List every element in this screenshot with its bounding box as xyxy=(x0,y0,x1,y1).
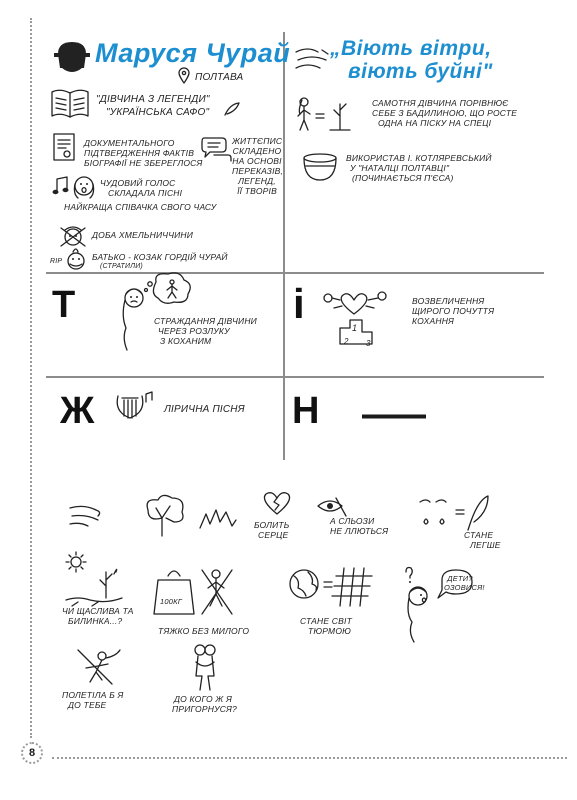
children-bubble-line-1: ДЕТИ? xyxy=(447,574,473,583)
right-title-line-2: віють буйні" xyxy=(348,60,493,83)
tree-leaf-icon xyxy=(142,494,190,540)
i-line-3: КОХАННЯ xyxy=(412,316,455,326)
podium-place-1: 1 xyxy=(352,323,358,333)
woman-silhouette-icon xyxy=(52,40,92,76)
father-line-2: (СТРАТИЛИ) xyxy=(100,263,143,270)
feather-pen-icon xyxy=(224,102,240,116)
lyre-icon xyxy=(112,390,156,424)
n-dash: — xyxy=(362,392,426,436)
legend-line-2: "УКРАЇНСЬКА САФО" xyxy=(106,107,210,118)
left-title: Маруся Чурай xyxy=(95,38,291,68)
hug-line-1: ДО КОГО Ж Я xyxy=(174,694,232,704)
singer-face-icon xyxy=(70,174,98,200)
document-icon xyxy=(52,132,78,164)
rip-label: RIP xyxy=(50,258,63,265)
zh-text: ЛІРИЧНА ПІСНЯ xyxy=(164,404,245,415)
t-line-2: ЧЕРЕЗ РОЗЛУКУ xyxy=(158,326,230,336)
happy-line-1: ЧИ ЩАСЛИВА ТА xyxy=(62,606,134,616)
world-line-1: СТАНЕ СВІТ xyxy=(300,616,352,626)
open-book-icon xyxy=(50,88,90,120)
wind-icon xyxy=(294,44,334,78)
podium-place-3: 3 xyxy=(366,339,371,348)
grid-horizontal-line-1 xyxy=(46,272,544,274)
location-pin-icon xyxy=(178,68,190,84)
globe-equals-bars-icon xyxy=(288,566,374,610)
bio-line-1: ЖИТТЄПИС xyxy=(232,136,283,146)
world-line-2: ТЮРМОЮ xyxy=(308,626,352,636)
kotl-line-2: У "НАТАЛЦІ ПОЛТАВЦІ" xyxy=(350,163,450,173)
wind-gust-icon xyxy=(68,500,108,528)
right-title-line-1: „Віють вітри, xyxy=(330,37,492,60)
broken-heart-icon xyxy=(262,490,292,516)
cooking-pot-icon xyxy=(302,150,338,184)
children-bubble-line-2: ОЗОВИСЯ! xyxy=(444,583,485,592)
voice-line-1: ЧУДОВИЙ ГОЛОС xyxy=(100,178,176,188)
weight-and-crossed-figure-icon xyxy=(154,566,244,622)
letter-i: і xyxy=(293,280,305,327)
grid-vertical-line xyxy=(283,32,285,460)
t-line-1: СТРАЖДАННЯ ДІВЧИНИ xyxy=(154,316,257,326)
bio-line-3: НА ОСНОВІ xyxy=(232,156,282,166)
fly-line-2: ДО ТЕБЕ xyxy=(68,700,107,710)
kotl-line-3: (ПОЧИНАЄТЬСЯ П'ЄСА) xyxy=(352,173,454,183)
bio-line-2: СКЛАДЕНО xyxy=(232,146,282,156)
sun-and-grass-blade-icon xyxy=(62,552,124,610)
letter-zh: Ж xyxy=(60,390,95,432)
flying-girl-crossed-icon xyxy=(72,646,122,688)
lighter-line-1: СТАНЕ xyxy=(464,530,494,540)
grid-horizontal-line-2 xyxy=(46,376,544,378)
hug-line-2: ПРИГОРНУСЯ? xyxy=(172,704,237,714)
heavy-text: ТЯЖКО БЕЗ МИЛОГО xyxy=(158,626,250,636)
i-line-1: ВОЗВЕЛИЧЕННЯ xyxy=(412,296,485,306)
facts-line-1: ДОКУМЕНТАЛЬНОГО xyxy=(84,138,175,148)
tears-line-2: НЕ ЛЛЮТЬСЯ xyxy=(330,526,389,536)
music-note-icon xyxy=(52,176,70,196)
tears-line-1: А СЛЬОЗИ xyxy=(330,516,375,526)
podium-place-2: 2 xyxy=(344,337,349,346)
heart-podium-icon xyxy=(318,284,398,352)
bio-line-6: ЇЇ ТВОРІВ xyxy=(237,186,277,196)
era-label: ДОБА ХМЕЛЬНИЧЧИНИ xyxy=(92,230,194,240)
girl-and-grass-icon xyxy=(294,96,350,136)
happy-line-2: БИЛИНКА...? xyxy=(68,616,123,626)
kotl-line-1: ВИКОРИСТАВ І. КОТЛЯРЕВСЬКИЙ xyxy=(346,153,492,163)
page-margin-dots xyxy=(30,18,32,738)
t-line-3: З КОХАНИМ xyxy=(160,336,212,346)
fly-line-1: ПОЛЕТІЛА Б Я xyxy=(62,690,124,700)
hugging-couple-icon xyxy=(188,642,224,694)
cossack-father-face-icon xyxy=(64,248,88,274)
letter-t: Т xyxy=(52,284,76,326)
voice-line-2: СКЛАДАЛА ПІСНІ xyxy=(108,188,183,198)
bio-line-5: ЛЕГЕНД, xyxy=(238,176,276,186)
i-line-2: ЩИРОГО ПОЧУТТЯ xyxy=(412,306,495,316)
father-line-1: БАТЬКО - КОЗАК ГОРДІЙ ЧУРАЙ xyxy=(92,252,228,262)
weight-label: 100КГ xyxy=(160,597,183,606)
letter-n: Н xyxy=(292,390,320,432)
voice-line-3: НАЙКРАЩА СПІВАЧКА СВОГО ЧАСУ xyxy=(64,202,217,212)
legend-line-1: "ДІВЧИНА З ЛЕГЕНДИ" xyxy=(96,94,210,105)
lighter-line-2: ЛЕГШЕ xyxy=(470,540,501,550)
page-number: 8 xyxy=(21,742,43,764)
girl-line-1: САМОТНЯ ДІВЧИНА ПОРІВНЮЄ xyxy=(372,98,509,108)
cossack-emblem-icon xyxy=(58,222,88,250)
grass-waves-icon xyxy=(198,506,238,532)
speech-bubbles-icon xyxy=(200,135,232,163)
facts-line-3: БІОГРАФІЇ НЕ ЗБЕРЕГЛОСЯ xyxy=(84,158,203,168)
heart-line-1: БОЛИТЬ xyxy=(254,520,290,530)
page-bottom-dots xyxy=(52,757,567,759)
city-label: ПОЛТАВА xyxy=(195,72,244,83)
heart-line-2: СЕРЦЕ xyxy=(258,530,289,540)
facts-line-2: ПІДТВЕРДЖЕННЯ ФАКТІВ xyxy=(84,148,195,158)
girl-line-2: СЕБЕ З БАДИЛИНОЮ, ЩО РОСТЕ xyxy=(372,108,518,118)
girl-line-3: ОДНА НА ПІСКУ НА СПЕЦІ xyxy=(378,118,492,128)
bio-line-4: ПЕРЕКАЗІВ, xyxy=(232,166,284,176)
